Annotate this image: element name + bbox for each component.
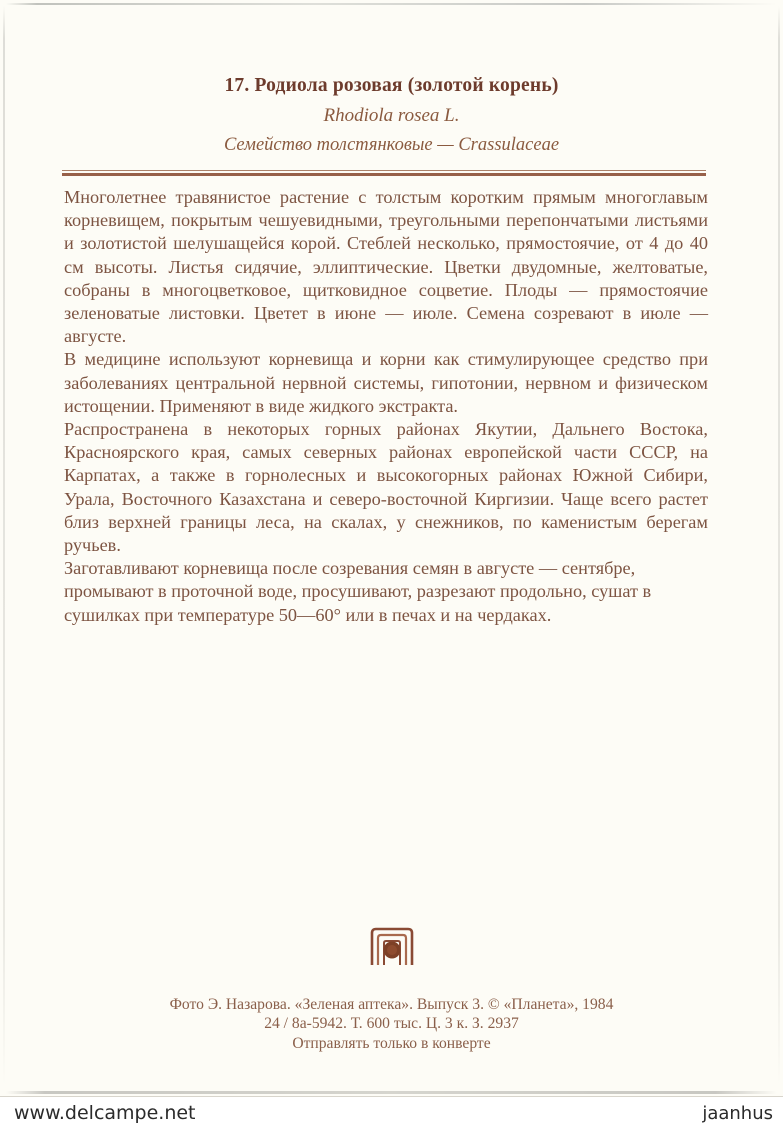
planeta-publisher-emblem-icon <box>368 925 416 967</box>
scientific-name: Rhodiola rosea L. <box>323 105 460 127</box>
footer-mailing-note: Отправлять только в конверте <box>292 1034 491 1052</box>
family-name: Семейство толстянковые — Crassulaceae <box>223 135 560 156</box>
paragraph-harvesting: Заготавливают корневища после созревания семян в августе — сентябре, промывают в проточной воде, просушивают, разрезают продольно, сушат в сушилках при температуре 50—60° или в печах и на чердаках. <box>64 558 652 625</box>
card-edge-right <box>778 6 780 1086</box>
footer-print-code: 24 / 8а-5942. Т. 600 тыс. Ц. 3 к. З. 2937 <box>264 1015 519 1033</box>
watermark-bar <box>0 1096 783 1131</box>
footer-photo-credit: Фото Э. Назарова. «Зеленая аптека». Выпуск 3. © «Планета», 1984 <box>169 996 614 1013</box>
page-title: 17. Родиола розовая (золотой корень) <box>224 75 559 96</box>
emblem-container <box>0 925 783 967</box>
card-edge-left <box>3 6 5 1086</box>
header-block <box>0 74 783 157</box>
header-divider <box>62 170 706 176</box>
footer-credits <box>0 995 783 1053</box>
card-edge-bottom <box>6 1091 777 1094</box>
watermark-username: jaanhus <box>702 1103 773 1124</box>
description-text <box>64 186 708 627</box>
paragraph-description: Многолетнее травянистое растение с толстым коротким прямым многоглавым корневищем, покрытым чешуевидными, треугольными перепончатыми листьями и золотистой шелушащейся корой. Стеблей несколько, прямостоячие, от 4 до 40 см высоты. Листья сидячие, эллиптические. Цветки двудомные, желтоватые, собраны в многоцветковое, щитковидное соцветие. Плоды — прямостоячие зеленоватые листовки. Цветет в июне — июле. Семена созревают в июле — августе. <box>64 187 708 347</box>
card-edge-top <box>6 3 777 5</box>
watermark-site-url: www.delcampe.net <box>14 1102 196 1124</box>
paragraph-distribution: Распространена в некоторых горных районах Якутии, Дальнего Востока, Красноярского края, самых северных районах европейской части СССР, на Карпатах, а также в горнолесных и высокогорных районах Южной Сибири, Урала, Восточного Казахстана и северо-восточной Киргизии. Чаще всего растет близ верхней границы леса, на скалах, у снежников, по каменистым берегам ручьев. <box>64 419 708 556</box>
divider-thick-line <box>62 173 706 176</box>
paragraph-medicinal-use: В медицине используют корневища и корни как стимулирующее средство при заболеваниях центральной нервной системы, гипотонии, нервном и физическом истощении. Применяют в виде жидкого экстракта. <box>64 349 708 416</box>
divider-thin-line <box>62 170 706 171</box>
